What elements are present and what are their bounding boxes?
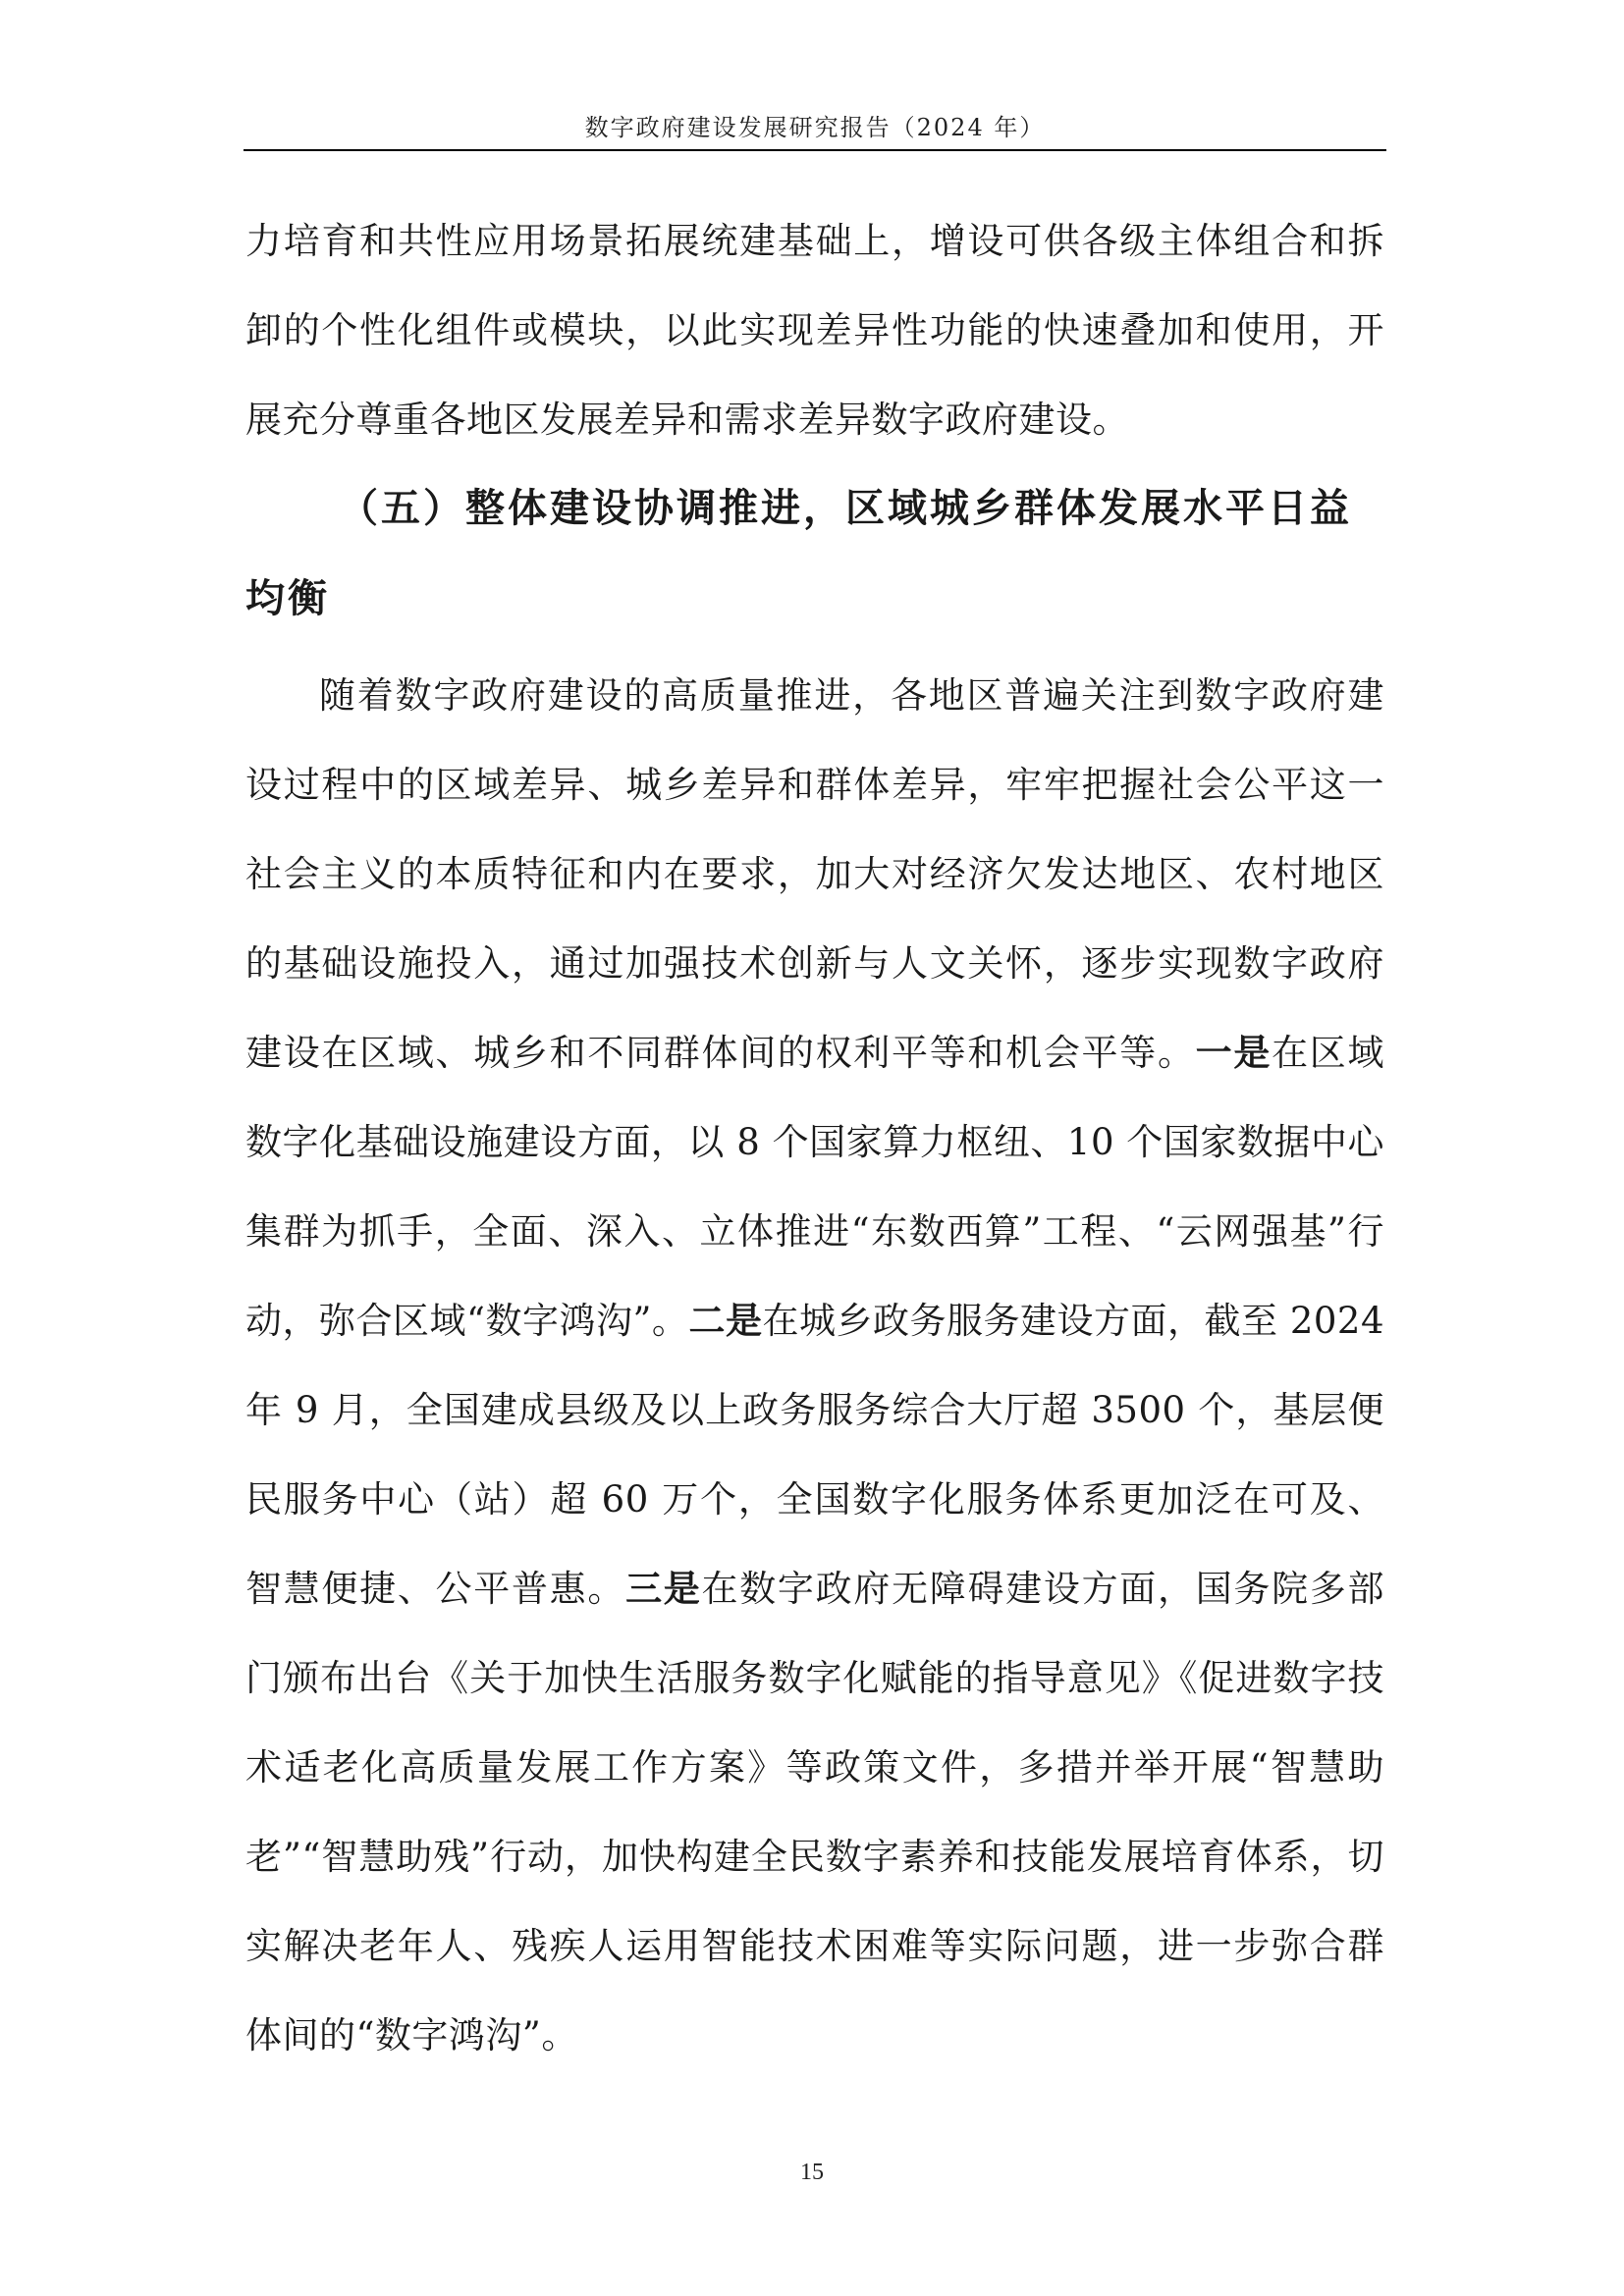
header-divider bbox=[244, 149, 1386, 151]
lead-marker-3: 三是 bbox=[625, 1568, 702, 1610]
lead-marker-1: 一是 bbox=[1195, 1032, 1272, 1074]
lead-marker-2: 二是 bbox=[688, 1300, 763, 1342]
body-paragraph-continued: 力培育和共性应用场景拓展统建基础上，增设可供各级主体组合和拆卸的个性化组件或模块，以此实现差异性功能的快速叠加和使用，开展充分尊重各地区发展差异和需求差异数字政府建设。 bbox=[245, 220, 1384, 441]
paragraph-point-2: 在城乡政务服务建设方面，截至 2024 年 9 月，全国建成县级及以上政务服务综合大厅超 3500 个，基层便民服务中心（站）超 60 万个，全国数字化服务体系更加泛在可及、智慧便捷、公平普惠。 bbox=[245, 1300, 1384, 1610]
section-heading: （五）整体建设协调推进，区域城乡群体发展水平日益均衡 bbox=[245, 486, 1352, 621]
paragraph-point-1: 在区域数字化基础设施建设方面，以 8 个国家算力枢纽、10 个国家数据中心集群为抓手，全面、深入、立体推进“东数西算”工程、“云网强基”行动，弥合区域“数字鸿沟”。 bbox=[245, 1032, 1385, 1342]
body-paragraph bbox=[245, 651, 1384, 2080]
page-number: 15 bbox=[800, 2160, 824, 2185]
paragraph-point-3: 在数字政府无障碍建设方面，国务院多部门颁布出台《关于加快生活服务数字化赋能的指导意见》《促进数字技术适老化高质量发展工作方案》等政策文件，多措并举开展“智慧助老”“智慧助残”行动，加快构建全民数字素养和技能发展培育体系，切实解决老年人、残疾人运用智能技术困难等实际问题，进一步弥合群体间的“数字鸿沟”。 bbox=[245, 1568, 1385, 2056]
running-header: 数字政府建设发展研究报告（2024 年） bbox=[584, 114, 1046, 141]
paragraph-intro: 随着数字政府建设的高质量推进，各地区普遍关注到数字政府建设过程中的区域差异、城乡差异和群体差异，牢牢把握社会公平这一社会主义的本质特征和内在要求，加大对经济欠发达地区、农村地区的基础设施投入，通过加强技术创新与人文关怀，逐步实现数字政府建设在区域、城乡和不同群体间的权利平等和机会平等。 bbox=[245, 674, 1384, 1074]
